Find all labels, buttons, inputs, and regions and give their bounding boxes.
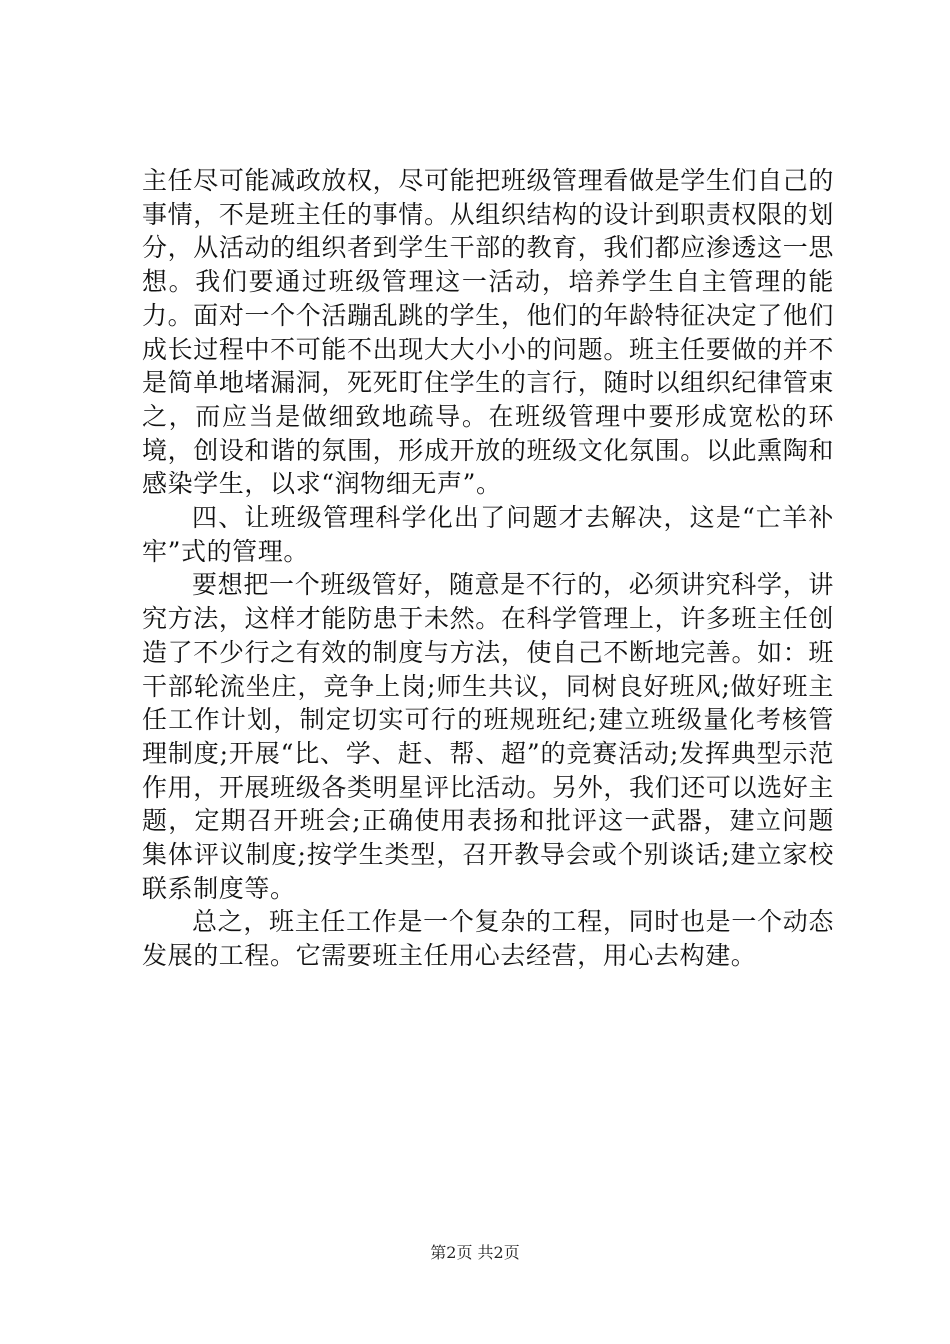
document-body	[142, 164, 834, 973]
paragraph-methods: 要想把一个班级管好，随意是不行的，必须讲究科学，讲究方法，这样才能防患于未然。在科学管理上，许多班主任创造了不少行之有效的制度与方法，使自己不断地完善。如：班干部轮流坐庄，竞争上岗;师生共议，同树良好班风;做好班主任工作计划，制定切实可行的班规班纪;建立班级量化考核管理制度;开展“比、学、赶、帮、超”的竞赛活动;发挥典型示范作用，开展班级各类明星评比活动。另外，我们还可以选好主题，定期召开班会;正确使用表扬和批评这一武器，建立问题集体评议制度;按学生类型，召开教导会或个别谈话;建立家校联系制度等。	[142, 570, 834, 903]
paragraph-continuation: 主任尽可能减政放权，尽可能把班级管理看做是学生们自己的事情，不是班主任的事情。从组织结构的设计到职责权限的划分，从活动的组织者到学生干部的教育，我们都应渗透这一思想。我们要通过班级管理这一活动，培养学生自主管理的能力。面对一个个活蹦乱跳的学生，他们的年龄特征决定了他们成长过程中不可能不出现大大小小的问题。班主任要做的并不是简单地堵漏洞，死死盯住学生的言行，随时以组织纪律管束之，而应当是做细致地疏导。在班级管理中要形成宽松的环境，创设和谐的氛围，形成开放的班级文化氛围。以此熏陶和感染学生，以求“润物细无声”。	[142, 166, 834, 499]
section-heading-four: 四、让班级管理科学化出了问题才去解决，这是“亡羊补牢”式的管理。	[142, 503, 834, 566]
page-number-footer: 第2页 共2页	[430, 1243, 520, 1262]
paragraph-conclusion: 总之，班主任工作是一个复杂的工程，同时也是一个动态发展的工程。它需要班主任用心去经营，用心去构建。	[142, 907, 834, 971]
